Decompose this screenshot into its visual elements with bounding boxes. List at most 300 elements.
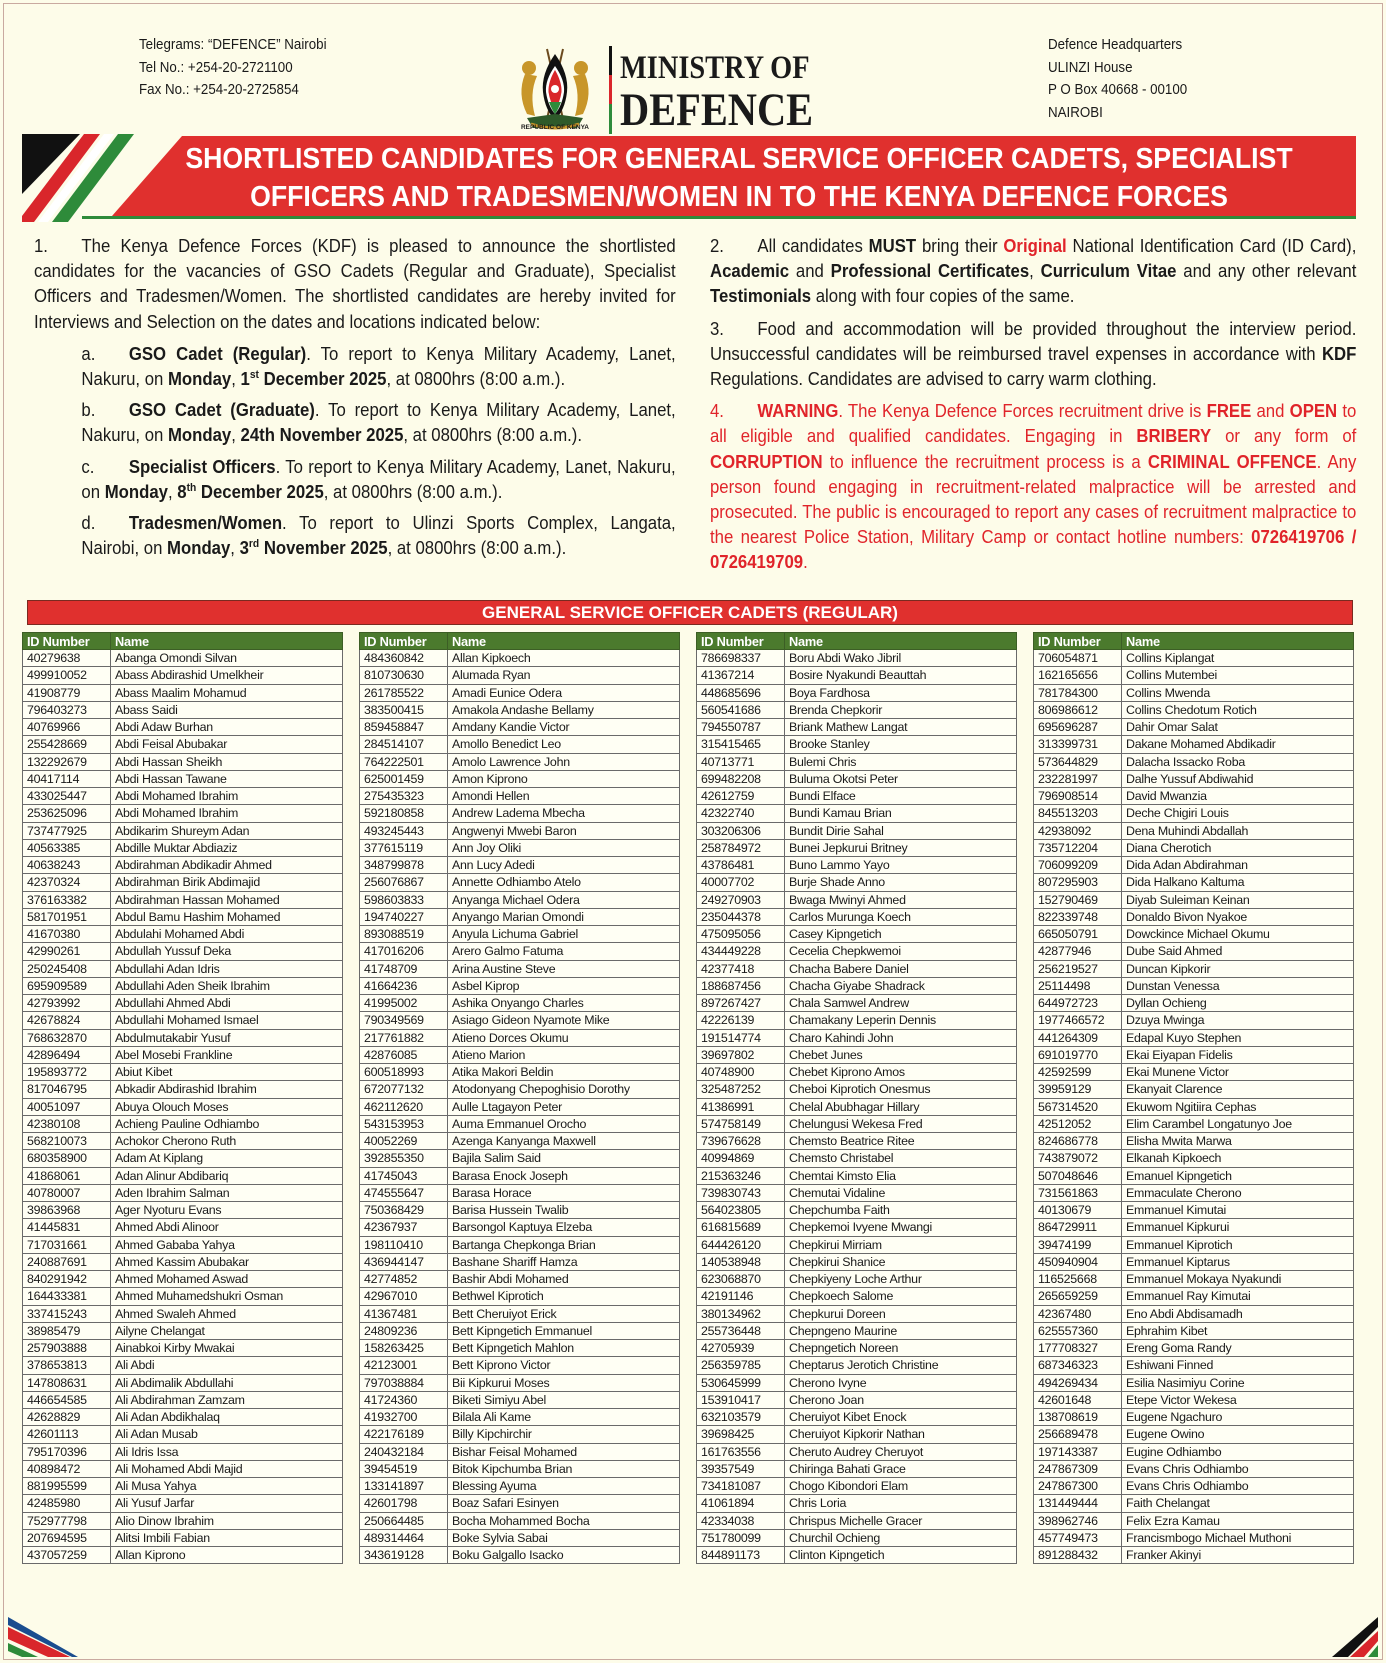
id-number-cell: 568210073 [23, 1133, 111, 1150]
name-cell: Ainabkoi Kirby Mwakai [111, 1340, 343, 1357]
name-cell: Bajila Salim Said [448, 1150, 680, 1167]
id-number-cell: 42380108 [23, 1115, 111, 1132]
id-number-cell: 376163382 [23, 891, 111, 908]
name-cell: Abdullah Yussuf Deka [111, 943, 343, 960]
name-cell: Annette Odhiambo Atelo [448, 874, 680, 891]
id-number-cell: 751780099 [697, 1529, 785, 1546]
name-cell: Elkanah Kipkoech [1122, 1150, 1354, 1167]
text-segment: . Any person found engaging in recruitment-related malpractice will be arrested and prosecuted. The public is encouraged to report any cases of recruitment malpractice to the nearest Police Station, Military Camp or contact hotline numbers: [710, 451, 1357, 548]
text-segment: National Identification Card (ID Card), [1066, 236, 1357, 256]
id-number-cell: 42601798 [360, 1495, 448, 1512]
id-number-cell: 42601648 [1034, 1391, 1122, 1408]
table-row [697, 701, 1017, 718]
name-cell: Blessing Ayuma [448, 1478, 680, 1495]
table-row [23, 943, 343, 960]
name-cell: Ahmed Kassim Abubakar [111, 1253, 343, 1270]
text-segment: Original [1003, 236, 1067, 256]
table-row [1034, 1512, 1354, 1529]
name-cell: Dube Said Ahmed [1122, 943, 1354, 960]
text-segment: , at 0800hrs (8:00 a.m.). [323, 481, 503, 502]
id-number-cell: 40130679 [1034, 1202, 1122, 1219]
flag-divider [609, 46, 612, 134]
id-number-cell: 207694595 [23, 1529, 111, 1546]
table-row [697, 839, 1017, 856]
table-row [23, 960, 343, 977]
table-row [697, 753, 1017, 770]
name-cell: Bethwel Kiprotich [448, 1288, 680, 1305]
table-row [697, 960, 1017, 977]
table-row [360, 701, 680, 718]
name-cell: Ephrahim Kibet [1122, 1322, 1354, 1339]
name-cell: Abanga Omondi Silvan [111, 650, 343, 667]
name-cell: Boya Fardhosa [785, 684, 1017, 701]
text-segment: and [789, 261, 831, 282]
id-number-cell: 392855350 [360, 1150, 448, 1167]
id-number-cell: 247867309 [1034, 1460, 1122, 1477]
id-number-cell: 864729911 [1034, 1219, 1122, 1236]
name-cell: Bii Kipkurui Moses [448, 1374, 680, 1391]
table-row [23, 1443, 343, 1460]
table-row [697, 1547, 1017, 1564]
table-row [23, 1305, 343, 1322]
name-cell: Bartanga Chepkonga Brian [448, 1236, 680, 1253]
id-number-cell: 457749473 [1034, 1529, 1122, 1546]
text-segment: Monday [104, 481, 168, 502]
table-row [1034, 1443, 1354, 1460]
name-cell: Abdirahman Birik Abdimajid [111, 874, 343, 891]
name-cell: Amon Kiprono [448, 770, 680, 787]
table-row [23, 908, 343, 925]
id-number-cell: 735712204 [1034, 839, 1122, 856]
id-number-cell: 781784300 [1034, 684, 1122, 701]
table-row [23, 1150, 343, 1167]
id-number-cell: 796403273 [23, 701, 111, 718]
id-number-cell: 448685696 [697, 684, 785, 701]
id-number-cell: 581701951 [23, 908, 111, 925]
id-number-cell: 153910417 [697, 1391, 785, 1408]
table-row [23, 1236, 343, 1253]
name-cell: Allan Kiprono [111, 1547, 343, 1564]
name-cell: Abdulmutakabir Yusuf [111, 1029, 343, 1046]
table-row [1034, 684, 1354, 701]
table-row [360, 753, 680, 770]
name-cell: Cheptarus Jerotich Christine [785, 1357, 1017, 1374]
name-cell: Cheruiyot Kibet Enock [785, 1409, 1017, 1426]
name-cell: Esilia Nasimiyu Corine [1122, 1374, 1354, 1391]
id-number-cell: 441264309 [1034, 1029, 1122, 1046]
table-row [1034, 1374, 1354, 1391]
name-cell: Churchil Ochieng [785, 1529, 1017, 1546]
name-cell: Chepkiyeny Loche Arthur [785, 1271, 1017, 1288]
name-header: Name [111, 633, 343, 650]
id-number-cell: 261785522 [360, 684, 448, 701]
name-cell: Chepkirui Mirriam [785, 1236, 1017, 1253]
id-number-cell: 140538948 [697, 1253, 785, 1270]
text-segment: along with four copies of the same. [811, 286, 1075, 307]
name-cell: Chamakany Leperin Dennis [785, 1012, 1017, 1029]
text-segment: Food and accommodation will be provided throughout the interview period. Unsuccessful candidates will be reimbursed travel expenses in accordance with [710, 318, 1357, 364]
id-number-cell: 256359785 [697, 1357, 785, 1374]
table-row [697, 684, 1017, 701]
tel-number: Tel No.: +254-20-2721100 [139, 59, 293, 76]
name-header: Name [448, 633, 680, 650]
name-cell: Ekanyait Clarence [1122, 1081, 1354, 1098]
table-row [360, 1305, 680, 1322]
name-cell: Anyanga Michael Odera [448, 891, 680, 908]
id-number-cell: 462112620 [360, 1098, 448, 1115]
table-row [697, 1512, 1017, 1529]
id-number-cell: 256219527 [1034, 960, 1122, 977]
table-row [1034, 1167, 1354, 1184]
table-row [360, 891, 680, 908]
text-segment: WARNING [757, 401, 839, 422]
id-number-cell: 284514107 [360, 736, 448, 753]
id-number-cell: 845513203 [1034, 805, 1122, 822]
name-cell: Chrispus Michelle Gracer [785, 1512, 1017, 1529]
table-row [697, 736, 1017, 753]
name-cell: Dunstan Venessa [1122, 977, 1354, 994]
name-cell: David Mwanzia [1122, 788, 1354, 805]
id-number-cell: 422176189 [360, 1426, 448, 1443]
name-cell: Bashane Shariff Hamza [448, 1253, 680, 1270]
table-row [697, 995, 1017, 1012]
paragraph [710, 317, 1356, 393]
name-cell: Amolo Lawrence John [448, 753, 680, 770]
name-cell: Casey Kipngetich [785, 926, 1017, 943]
id-number-cell: 794550787 [697, 719, 785, 736]
name-cell: Diyab Suleiman Keinan [1122, 891, 1354, 908]
table-row [697, 1426, 1017, 1443]
table-row [1034, 960, 1354, 977]
name-cell: Aulle Ltagayon Peter [448, 1098, 680, 1115]
name-cell: Emmanuel Ray Kimutai [1122, 1288, 1354, 1305]
name-cell: Chemsto Christabel [785, 1150, 1017, 1167]
id-number-cell: 42485980 [23, 1495, 111, 1512]
id-number-cell: 807295903 [1034, 874, 1122, 891]
table-row [1034, 1046, 1354, 1063]
id-number-cell: 644972723 [1034, 995, 1122, 1012]
table-row [1034, 943, 1354, 960]
table-row [697, 1236, 1017, 1253]
id-number-cell: 564023805 [697, 1202, 785, 1219]
id-number-cell: 434449228 [697, 943, 785, 960]
name-cell: Adan Alinur Abdibariq [111, 1167, 343, 1184]
table-row [23, 1322, 343, 1339]
table-row [1034, 1202, 1354, 1219]
sub-item [34, 455, 676, 505]
name-cell: Chala Samwel Andrew [785, 995, 1017, 1012]
name-cell: Asbel Kiprop [448, 977, 680, 994]
name-cell: Boaz Safari Esinyen [448, 1495, 680, 1512]
id-number-cell: 42601113 [23, 1426, 111, 1443]
table-row [697, 857, 1017, 874]
table-row [23, 770, 343, 787]
table-row [1034, 770, 1354, 787]
name-cell: Chepkoech Salome [785, 1288, 1017, 1305]
name-cell: Chepngetich Noreen [785, 1340, 1017, 1357]
table-row [360, 736, 680, 753]
name-cell: Abdille Muktar Abdiaziz [111, 839, 343, 856]
name-cell: Charo Kahindi John [785, 1029, 1017, 1046]
name-cell: Chepngeno Maurine [785, 1322, 1017, 1339]
id-number-cell: 39959129 [1034, 1081, 1122, 1098]
name-cell: Chepkurui Doreen [785, 1305, 1017, 1322]
table-row [23, 1409, 343, 1426]
table-row [23, 719, 343, 736]
table-row [23, 1288, 343, 1305]
item-number: 4. [710, 401, 724, 422]
table-row [1034, 1529, 1354, 1546]
name-cell: Amadi Eunice Odera [448, 684, 680, 701]
name-cell: Atika Makori Beldin [448, 1064, 680, 1081]
id-number-cell: 41445831 [23, 1219, 111, 1236]
id-number-cell: 891288432 [1034, 1547, 1122, 1564]
name-cell: Chelal Abubhagar Hillary [785, 1098, 1017, 1115]
name-cell: Elim Carambel Longatunyo Joe [1122, 1115, 1354, 1132]
table-row [360, 1529, 680, 1546]
text-segment: . To report to Kenya Military Academy, Lanet, Nakuru, on [81, 456, 676, 502]
name-cell: Chepchumba Faith [785, 1202, 1017, 1219]
table-row [23, 788, 343, 805]
text-segment: or any form of [1211, 426, 1357, 447]
table-row [23, 1029, 343, 1046]
table-row [360, 1046, 680, 1063]
id-number-cell: 40769966 [23, 719, 111, 736]
name-header: Name [1122, 633, 1354, 650]
item-number: c. [81, 456, 95, 477]
id-number-cell: 844891173 [697, 1547, 785, 1564]
table-row [23, 1064, 343, 1081]
name-cell: Bilala Ali Kame [448, 1409, 680, 1426]
text-segment: . To report to Kenya Military Academy, Lanet, Nakuru, on [81, 343, 676, 390]
table-row [697, 1288, 1017, 1305]
id-number-cell: 717031661 [23, 1236, 111, 1253]
text-segment: December 2025 [196, 481, 324, 502]
name-cell: Abdul Bamu Hashim Mohamed [111, 908, 343, 925]
id-number-cell: 41367214 [697, 667, 785, 684]
name-cell: Alumada Ryan [448, 667, 680, 684]
name-cell: Ekuwom Ngitiira Cephas [1122, 1098, 1354, 1115]
id-number-cell: 253625096 [23, 805, 111, 822]
id-number-cell: 343619128 [360, 1547, 448, 1564]
table-row [697, 1340, 1017, 1357]
id-number-cell: 41670380 [23, 926, 111, 943]
table-row [1034, 1098, 1354, 1115]
table-row [1034, 1219, 1354, 1236]
name-cell: Abdullahi Adan Idris [111, 960, 343, 977]
name-cell: Ali Adan Musab [111, 1426, 343, 1443]
id-number-cell: 41724360 [360, 1391, 448, 1408]
contact-info [139, 34, 327, 102]
table-row [360, 1184, 680, 1201]
text-segment: . [803, 552, 808, 573]
name-cell: Abuya Olouch Moses [111, 1098, 343, 1115]
table-row [23, 1529, 343, 1546]
table-row [1034, 977, 1354, 994]
table-row [1034, 822, 1354, 839]
name-cell: Asiago Gideon Nyamote Mike [448, 1012, 680, 1029]
name-cell: Amollo Benedict Leo [448, 736, 680, 753]
id-number-cell: 573644829 [1034, 753, 1122, 770]
id-number-cell: 824686778 [1034, 1133, 1122, 1150]
id-number-cell: 131449444 [1034, 1495, 1122, 1512]
table-row [1034, 1133, 1354, 1150]
table-row [23, 1495, 343, 1512]
name-cell: Eugene Ngachuro [1122, 1409, 1354, 1426]
text-segment: , [1029, 261, 1041, 282]
table-row [360, 1426, 680, 1443]
id-number-cell: 158263425 [360, 1340, 448, 1357]
name-cell: Duncan Kipkorir [1122, 960, 1354, 977]
id-number-cell: 40279638 [23, 650, 111, 667]
name-cell: Collins Chedotum Rotich [1122, 701, 1354, 718]
id-number-cell: 41748709 [360, 960, 448, 977]
text-segment: FREE [1206, 401, 1252, 422]
name-cell: Alio Dinow Ibrahim [111, 1512, 343, 1529]
name-cell: Chris Loria [785, 1495, 1017, 1512]
table-row [1034, 1115, 1354, 1132]
table-row [697, 770, 1017, 787]
text-segment: Monday [167, 369, 232, 390]
table-row [697, 891, 1017, 908]
table-row [1034, 1288, 1354, 1305]
id-number-cell: 706054871 [1034, 650, 1122, 667]
name-cell: Boru Abdi Wako Jibril [785, 650, 1017, 667]
table-row [360, 1357, 680, 1374]
text-segment: . To report to Kenya Military Academy, Lanet, Nakuru, on [81, 400, 676, 446]
id-number-cell: 42334038 [697, 1512, 785, 1529]
name-cell: Ali Mohamed Abdi Majid [111, 1460, 343, 1477]
name-cell: Bulemi Chris [785, 753, 1017, 770]
table-row [1034, 908, 1354, 925]
text-segment: The Kenya Defence Forces (KDF) is pleased to announce the shortlisted candidates for the vacancies of GSO Cadets (Regular and Graduate), Specialist Officers and Tradesmen/Women. The shortlisted candidates are hereby invited for Interviews and Selection on the dates and locations indicated below: [34, 236, 676, 332]
id-number-cell: 687346323 [1034, 1357, 1122, 1374]
name-cell: Clinton Kipngetich [785, 1547, 1017, 1564]
id-number-cell: 699482208 [697, 770, 785, 787]
name-cell: Ali Abdirahman Zamzam [111, 1391, 343, 1408]
table-row [360, 943, 680, 960]
name-cell: Ann Lucy Adedi [448, 857, 680, 874]
id-number-cell: 197143387 [1034, 1443, 1122, 1460]
table-row [1034, 1426, 1354, 1443]
table-row [697, 1322, 1017, 1339]
id-number-cell: 881995599 [23, 1478, 111, 1495]
text-segment: bring their [916, 236, 1004, 256]
table-row [23, 1340, 343, 1357]
name-cell: Collins Kiplangat [1122, 650, 1354, 667]
id-number-cell: 822339748 [1034, 908, 1122, 925]
table-row [360, 1512, 680, 1529]
table-row [1034, 891, 1354, 908]
table-row [697, 1305, 1017, 1322]
id-number-cell: 817046795 [23, 1081, 111, 1098]
table-row [697, 1202, 1017, 1219]
id-number-cell: 39474199 [1034, 1236, 1122, 1253]
name-cell: Achieng Pauline Odhiambo [111, 1115, 343, 1132]
table-row [697, 1064, 1017, 1081]
id-number-cell: 39697802 [697, 1046, 785, 1063]
text-segment: . The Kenya Defence Forces recruitment drive is [838, 401, 1207, 422]
name-cell: Anyula Lichuma Gabriel [448, 926, 680, 943]
table-row [23, 1426, 343, 1443]
name-cell: Donaldo Bivon Nyakoe [1122, 908, 1354, 925]
table-row [23, 1115, 343, 1132]
name-cell: Ali Adan Abdikhalaq [111, 1409, 343, 1426]
table-row [360, 1029, 680, 1046]
table-row [23, 1219, 343, 1236]
id-number-cell: 232281997 [1034, 770, 1122, 787]
name-cell: Eugene Owino [1122, 1426, 1354, 1443]
table-row [1034, 1391, 1354, 1408]
id-number-cell: 42876085 [360, 1046, 448, 1063]
table-row [697, 1529, 1017, 1546]
text-segment: , at 0800hrs (8:00 a.m.). [386, 369, 566, 390]
table-row [1034, 788, 1354, 805]
name-cell: Deche Chigiri Louis [1122, 805, 1354, 822]
table-row [697, 805, 1017, 822]
name-cell: Abdullahi Ahmed Abdi [111, 995, 343, 1012]
candidate-table [22, 632, 343, 1564]
table-row [23, 874, 343, 891]
table-row [697, 1167, 1017, 1184]
id-number-cell: 42370324 [23, 874, 111, 891]
name-cell: Abdi Hassan Tawane [111, 770, 343, 787]
id-number-cell: 43786481 [697, 857, 785, 874]
id-number-cell: 42226139 [697, 1012, 785, 1029]
id-number-cell: 42774852 [360, 1271, 448, 1288]
name-cell: Adam At Kiplang [111, 1150, 343, 1167]
table-row [360, 822, 680, 839]
id-number-cell: 680358900 [23, 1150, 111, 1167]
name-cell: Atieno Marion [448, 1046, 680, 1063]
name-cell: Emmaculate Cherono [1122, 1184, 1354, 1201]
paragraph [710, 399, 1356, 575]
table-row [697, 926, 1017, 943]
name-cell: Emmanuel Mokaya Nyakundi [1122, 1271, 1354, 1288]
name-cell: Abdirahman Hassan Mohamed [111, 891, 343, 908]
name-cell: Angwenyi Mwebi Baron [448, 822, 680, 839]
id-number-cell: 398962746 [1034, 1512, 1122, 1529]
table-row [697, 1478, 1017, 1495]
name-cell: Cecelia Chepkwemoi [785, 943, 1017, 960]
id-number-cell: 42628829 [23, 1409, 111, 1426]
id-number-cell: 42377418 [697, 960, 785, 977]
id-number-cell: 39454519 [360, 1460, 448, 1477]
id-number-cell: 40748900 [697, 1064, 785, 1081]
id-number-cell: 797038884 [360, 1374, 448, 1391]
table-row [697, 788, 1017, 805]
id-number-cell: 40052269 [360, 1133, 448, 1150]
table-row [697, 1391, 1017, 1408]
id-number-cell: 133141897 [360, 1478, 448, 1495]
text-segment: Professional Certificates [830, 261, 1030, 282]
name-cell: Carlos Murunga Koech [785, 908, 1017, 925]
id-number-cell: 625001459 [360, 770, 448, 787]
text-segment: to all eligible and qualified candidates. Engaging in [710, 401, 1357, 447]
table-row [697, 719, 1017, 736]
table-row [360, 1460, 680, 1477]
sub-item [34, 511, 676, 561]
id-number-cell: 250245408 [23, 960, 111, 977]
id-number-cell: 530645999 [697, 1374, 785, 1391]
table-row [23, 1046, 343, 1063]
notice-right-column [710, 234, 1356, 583]
id-number-cell: 1977466572 [1034, 1012, 1122, 1029]
id-number-cell: 42322740 [697, 805, 785, 822]
id-number-cell: 806986612 [1034, 701, 1122, 718]
name-cell: Ahmed Muhamedshukri Osman [111, 1288, 343, 1305]
id-number-cell: 795170396 [23, 1443, 111, 1460]
